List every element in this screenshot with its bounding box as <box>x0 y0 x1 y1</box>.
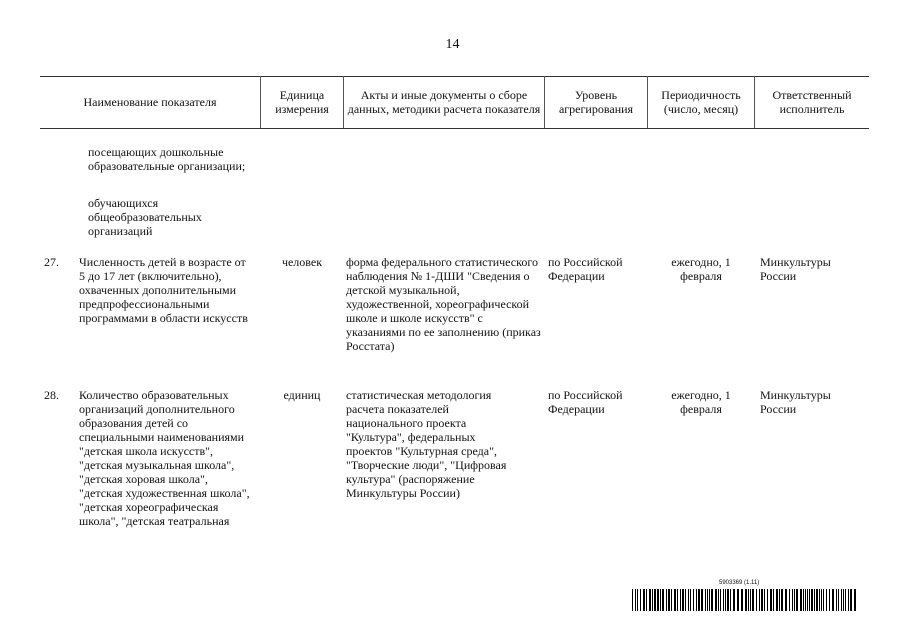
barcode-bar <box>785 589 787 611</box>
measurement-unit: единиц <box>283 388 321 402</box>
aggregation-level: по Российской Федерации <box>548 388 623 416</box>
barcode-bar <box>764 589 765 611</box>
barcode-bar <box>707 589 708 611</box>
barcode-bar <box>756 589 757 611</box>
barcode-bar <box>725 589 726 611</box>
barcode-bar <box>635 589 636 611</box>
barcode-bar <box>819 589 820 611</box>
acts-documents: форма федерального статистического наблюдения № 1-ДШИ "Сведения о детской музыкальной, художественной, хореографической школе и школе искусств" с указаниями по ее заполнению (приказ Росстата) <box>346 255 541 353</box>
responsible-executor: Минкультуры России <box>760 255 831 283</box>
table-header-bottom-rule <box>40 128 869 129</box>
barcode-bar <box>807 589 808 611</box>
aggregation-level: по Российской Федерации <box>548 255 623 283</box>
header-name: Наименование показателя <box>83 95 217 109</box>
barcode-bar <box>816 589 818 611</box>
barcode-bar <box>854 589 856 611</box>
barcode-bar <box>711 589 713 611</box>
barcode-bar <box>671 589 672 611</box>
header-unit: Единица измерения <box>275 88 329 116</box>
barcode-bar <box>690 589 691 611</box>
barcode-bar <box>745 589 747 611</box>
barcode-bar <box>727 589 729 611</box>
periodicity: ежегодно, 1 февраля <box>671 388 731 416</box>
barcode-bar <box>752 589 754 611</box>
barcode-bar <box>781 589 783 611</box>
barcode-bar <box>652 589 653 611</box>
barcode-bar <box>685 589 686 611</box>
barcode-bar <box>767 589 768 611</box>
barcode-bar <box>838 589 839 611</box>
barcode-bar <box>750 589 751 611</box>
barcode-bar <box>718 589 719 611</box>
header-level: Уровень агрегирования <box>558 88 634 116</box>
barcode-bar <box>723 589 724 611</box>
continuation-item: посещающих дошкольные образовательные организации; <box>88 145 246 173</box>
barcode-bar <box>803 589 804 611</box>
barcode-bar <box>848 589 849 611</box>
barcode-bar <box>657 589 659 611</box>
barcode-bar <box>693 589 694 611</box>
header-acts: Акты и иные документы о сборе данных, методики расчета показателя <box>347 88 541 116</box>
barcode-bar <box>709 589 710 611</box>
barcode-bar <box>680 589 681 611</box>
barcode-bar <box>759 589 760 611</box>
barcode-bar <box>698 589 700 611</box>
barcode-bar <box>805 589 806 611</box>
barcode-bar <box>841 589 842 611</box>
barcode-icon <box>632 589 858 611</box>
barcode-bar <box>850 589 852 611</box>
barcode-bar <box>701 589 703 611</box>
barcode-bar <box>730 589 731 611</box>
barcode-bar <box>823 589 824 611</box>
barcode-bar <box>794 589 795 611</box>
barcode-bar <box>779 589 780 611</box>
barcode-bar <box>674 589 676 611</box>
acts-documents: статистическая методология расчета показателей национального проекта "Культура", федеральных проектов "Культурная среда", "Творческие люди", "Цифровая культура" (распоряжение Минкультуры России) <box>346 388 507 500</box>
barcode-bar <box>640 589 641 611</box>
barcode-bar <box>800 589 802 611</box>
row-number: 27. <box>44 255 59 269</box>
barcode-bar <box>660 589 661 611</box>
barcode-bar <box>843 589 844 611</box>
barcode-bar <box>776 589 778 611</box>
barcode-bar <box>741 589 743 611</box>
barcode-bar <box>748 589 749 611</box>
barcode-bar <box>845 589 846 611</box>
barcode-bar <box>829 589 830 611</box>
barcode-bar <box>646 589 647 611</box>
barcode-bar <box>770 589 772 611</box>
barcode-bar <box>792 589 793 611</box>
barcode-label: 5903369 (1.11) <box>719 580 760 586</box>
barcode-bar <box>814 589 815 611</box>
row-number: 28. <box>44 388 59 402</box>
barcode-bar <box>761 589 763 611</box>
barcode-bar <box>715 589 717 611</box>
indicator-name: Количество образовательных организаций дополнительного образования детей со специальными наименованиями "детская школа искусств", "детская музыкальная школа", "детская хоровая школа", "детская художественная школа", "детская хореографическая школа", "детская театральная <box>79 388 250 528</box>
barcode-bar <box>789 589 790 611</box>
continuation-item: обучающихся общеобразовательных организаций <box>88 196 202 238</box>
barcode-bar <box>773 589 774 611</box>
barcode-bar <box>809 589 810 611</box>
barcode-bar <box>677 589 678 611</box>
barcode-bar <box>720 589 721 611</box>
page-number: 14 <box>445 37 460 52</box>
barcode-bar <box>654 589 656 611</box>
barcode-bar <box>682 589 684 611</box>
barcode-bar <box>666 589 667 611</box>
barcode-bar <box>811 589 813 611</box>
barcode-bar <box>643 589 645 611</box>
barcode-bar <box>688 589 689 611</box>
barcode-bar <box>836 589 837 611</box>
barcode-bar <box>705 589 706 611</box>
periodicity: ежегодно, 1 февраля <box>671 255 731 283</box>
barcode-bar <box>733 589 735 611</box>
barcode-bar <box>668 589 670 611</box>
barcode-bar <box>737 589 739 611</box>
barcode-bar <box>796 589 798 611</box>
indicator-name: Численность детей в возрасте от 5 до 17 лет (включительно), охваченных дополнительными предпрофессиональными программами в области искусств <box>79 255 248 325</box>
header-responsible: Ответственный исполнитель <box>772 88 852 116</box>
barcode-bar <box>696 589 697 611</box>
barcode-bar <box>826 589 827 611</box>
barcode-bar <box>649 589 651 611</box>
header-period: Периодичность (число, месяц) <box>661 88 741 116</box>
responsible-executor: Минкультуры России <box>760 388 831 416</box>
barcode-bar <box>662 589 664 611</box>
barcode-bar <box>821 589 822 611</box>
measurement-unit: человек <box>281 255 323 269</box>
barcode-bar <box>832 589 834 611</box>
barcode-bar <box>632 589 633 611</box>
barcode-bar <box>637 589 638 611</box>
